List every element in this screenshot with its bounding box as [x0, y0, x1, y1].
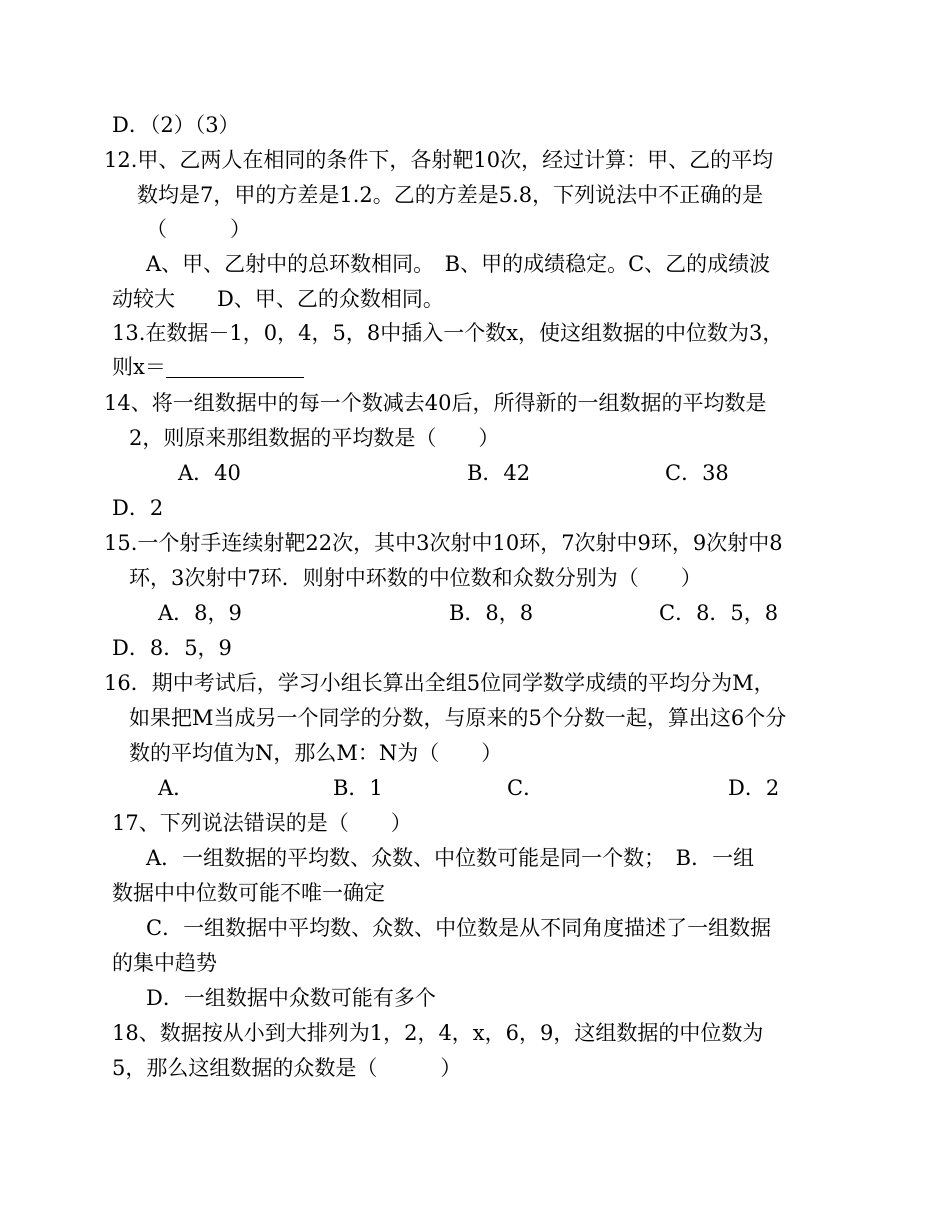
q15-option-a: A．8，9	[158, 601, 242, 625]
q14-option-c: C．38	[665, 461, 729, 485]
q17-stem: 17、下列说法错误的是（ ）	[112, 811, 412, 835]
q16-option-c: C．	[507, 776, 545, 800]
q13-stem-line-2	[112, 353, 304, 381]
q15-option-c: C．8．5，8	[659, 601, 779, 625]
q12-stem-line-1: 12.甲、乙两人在相同的条件下，各射靶10次，经过计算：甲、乙的平均	[104, 148, 774, 172]
q14-option-b: B．42	[467, 461, 531, 485]
q17-option-c-line-1: C．一组数据中平均数、众数、中位数是从不同角度描述了一组数据	[146, 916, 772, 940]
q12-options-line-2: 动较大 D、甲、乙的众数相同。	[112, 287, 444, 311]
q14-stem-line-1: 14、将一组数据中的每一个数减去40后，所得新的一组数据的平均数是	[104, 391, 767, 415]
q12-options-line-1: A、甲、乙射中的总环数相同。 B、甲的成绩稳定。C、乙的成绩波	[146, 252, 771, 276]
q18-stem-line-1: 18、数据按从小到大排列为1，2，4，x，6，9，这组数据的中位数为	[112, 1021, 764, 1045]
q12-stem-line-2: 数均是7，甲的方差是1.2。乙的方差是5.8，下列说法中不正确的是	[137, 183, 764, 207]
q17-options-line-1: A．一组数据的平均数、众数、中位数可能是同一个数； B．一组	[146, 846, 755, 870]
q17-option-d: D．一组数据中众数可能有多个	[146, 986, 436, 1010]
q18-stem-line-2: 5，那么这组数据的众数是（ ）	[112, 1056, 462, 1080]
q12-answer-paren: （ ）	[146, 217, 251, 241]
q16-option-b: B．1	[333, 776, 383, 800]
q13-stem-line-1: 13.在数据－1，0，4，5，8中插入一个数x，使这组数据的中位数为3，	[112, 321, 784, 345]
q14-option-a: A．40	[178, 461, 241, 485]
q17-options-line-2: 数据中中位数可能不唯一确定	[112, 881, 385, 905]
q15-stem-line-1: 15.一个射手连续射靶22次，其中3次射中10环，7次射中9环，9次射中8	[104, 531, 783, 555]
q16-stem-line-3: 数的平均值为N，那么M：N为（ ）	[129, 741, 503, 765]
q13-answer-label: 则x＝	[112, 355, 166, 379]
q15-stem-line-2: 环，3次射中7环．则射中环数的中位数和众数分别为（ ）	[129, 566, 702, 590]
q11-option-d: D．（2）（3）	[112, 113, 240, 137]
q15-option-b: B．8，8	[449, 601, 534, 625]
q16-stem-line-2: 如果把M当成另一个同学的分数，与原来的5个分数一起，算出这6个分	[129, 706, 787, 730]
q16-option-a: A．	[158, 776, 195, 800]
q16-stem-line-1: 16．期中考试后，学习小组长算出全组5位同学数学成绩的平均分为M，	[104, 671, 775, 695]
q15-option-d: D．8．5，9	[112, 636, 232, 660]
q16-option-d: D．2	[728, 776, 780, 800]
q14-option-d: D．2	[112, 496, 164, 520]
q14-stem-line-2: 2，则原来那组数据的平均数是（ ）	[129, 426, 500, 450]
q13-answer-blank	[166, 355, 304, 378]
q17-option-c-line-2: 的集中趋势	[112, 951, 217, 975]
